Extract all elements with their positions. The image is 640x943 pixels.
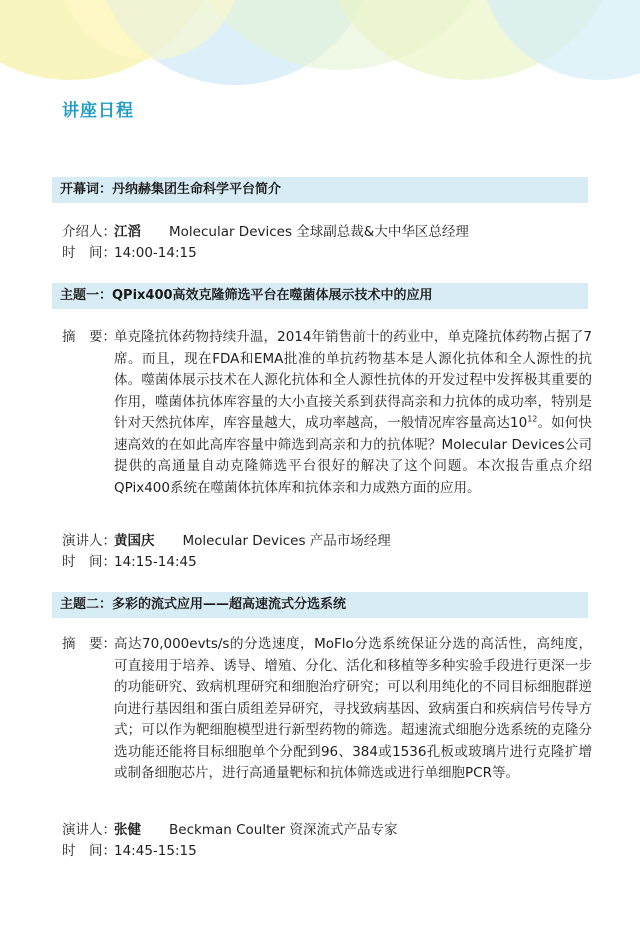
time-value: 14:00-14:15 xyxy=(114,245,197,261)
topic1-abstract-row xyxy=(62,327,592,499)
topic1-speaker-row xyxy=(62,531,592,553)
topic2-time-row xyxy=(62,841,592,863)
time-label: 时 间： xyxy=(62,554,116,570)
speaker-label: 演讲人： xyxy=(62,533,116,549)
topic2-section-bar: 主题二：多彩的流式应用——超高速流式分选系统 xyxy=(52,592,588,618)
abstract-text-part1: 单克隆抗体药物持续升温，2014年销售前十的药业中，单克隆抗体药物占据了7席。而且，现在FDA和EMA批准的单抗药物基本是人源化抗体和全人源性的抗体。噬菌体展示技术在人源化抗体和全人源性抗体的开发过程中发挥极其重要的作用，噬菌体抗体库容量的大小直接关系到获得高亲和力抗体的成功率，特别是针对天然抗体库，库容量越大，成功率越高，一般情况库容量高达10 xyxy=(114,329,592,431)
abstract-superscript: 12 xyxy=(527,414,538,424)
topic1-abstract xyxy=(114,327,592,499)
speaker-title: Molecular Devices 产品市场经理 xyxy=(182,533,391,549)
abstract-label: 摘 要： xyxy=(62,636,116,652)
opening-time-row xyxy=(62,243,592,265)
topic2-speaker-row xyxy=(62,820,592,842)
presenter-title: Molecular Devices 全球副总裁&大中华区总经理 xyxy=(169,224,469,240)
speaker-label: 演讲人： xyxy=(62,822,116,838)
topic2-abstract-row xyxy=(62,634,592,785)
presenter-label: 介绍人： xyxy=(62,224,116,240)
abstract-text-part2: 。如何快速高效的在如此高库容量中筛选到高亲和力的抗体呢？Molecular Devices公司提供的高通量自动克隆筛选平台很好的解决了这个问题。本次报告重点介绍QPix400系统在噬菌体抗体库和抗体亲和力成熟方面的应用。 xyxy=(114,415,592,496)
time-value: 14:15-14:45 xyxy=(114,554,197,570)
time-label: 时 间： xyxy=(62,245,116,261)
topic1-time-row xyxy=(62,552,592,574)
topic2-abstract: 高达70,000evts/s的分选速度，MoFlo分选系统保证分选的高活性，高纯度，可直接用于培养、诱导、增殖、分化、活化和移植等多种实验手段进行更深一步的功能研究、致病机理研究和细胞治疗研究；可以利用纯化的不同目标细胞群逆向进行基因组和蛋白质组差异研究，寻找致病基因、致病蛋白和疾病信号传导方式；可以作为靶细胞模型进行新型药物的筛选。超速流式细胞分选系统的克隆分选功能还能将目标细胞单个分配到96、384或1536孔板或玻璃片进行克隆扩增或制备细胞芯片，进行高通量靶标和抗体筛选或进行单细胞PCR等。 xyxy=(114,636,592,781)
time-value: 14:45-15:15 xyxy=(114,843,197,859)
speaker-title: Beckman Coulter 资深流式产品专家 xyxy=(169,822,398,838)
speaker-name: 黄国庆 xyxy=(114,533,155,549)
page-title: 讲座日程 xyxy=(62,101,134,121)
time-label: 时 间： xyxy=(62,843,116,859)
topic1-section-bar: 主题一：QPix400高效克隆筛选平台在噬菌体展示技术中的应用 xyxy=(52,283,588,309)
opening-presenter-row xyxy=(62,222,592,244)
speaker-name: 张健 xyxy=(114,822,141,838)
abstract-label: 摘 要： xyxy=(62,329,116,345)
opening-section-bar: 开幕词：丹纳赫集团生命科学平台简介 xyxy=(52,177,588,203)
presenter-name: 江滔 xyxy=(114,224,141,240)
